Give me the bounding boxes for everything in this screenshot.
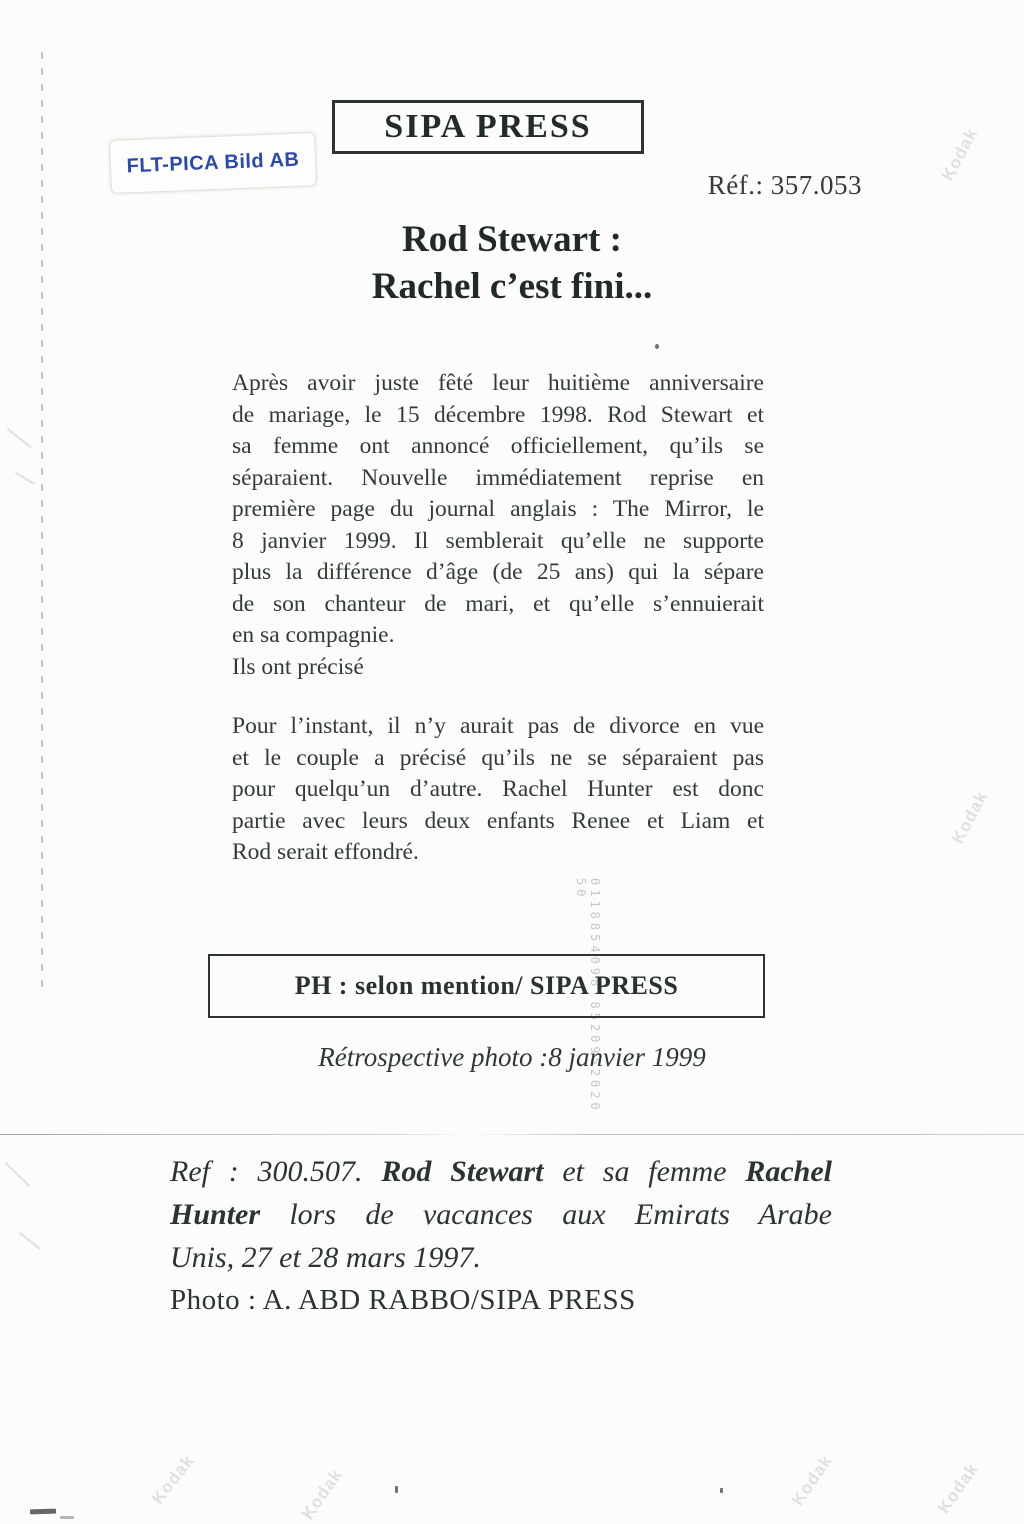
- body-paragraph-1: [232, 368, 764, 683]
- photo-paper-backprint-digits: 0118854098 8520952020 50: [574, 878, 602, 1114]
- caption-line: [170, 1150, 832, 1193]
- photo-credit-box: [208, 954, 765, 1018]
- pencil-mark: [15, 472, 35, 485]
- body-line: 8 janvier 1999. Il semblerait qu’elle ne supporte: [232, 527, 764, 554]
- caption-bold-segment: Rod Stewart: [381, 1155, 544, 1188]
- kodak-paper-watermark: Kodak: [148, 1451, 199, 1508]
- article-title: [112, 216, 912, 310]
- body-line: Après avoir juste fêté leur huitième anniversaire: [232, 370, 764, 396]
- kodak-paper-watermark: Kodak: [938, 124, 982, 184]
- body-line: de son chanteur de mari, et qu’elle s’ennuierait: [232, 590, 764, 617]
- body-line: première page du journal anglais : The Mirror, le: [232, 496, 764, 522]
- caption-block: [170, 1150, 832, 1322]
- retrospective-note: Rétrospective photo :8 janvier 1999: [318, 1042, 706, 1072]
- pencil-mark: [19, 1232, 41, 1250]
- pencil-mark: [5, 1162, 31, 1187]
- caption-segment: Ref : 300.507.: [170, 1155, 382, 1188]
- caption-segment: et sa femme: [543, 1155, 746, 1188]
- caption-line: [170, 1236, 832, 1279]
- body-line: séparaient. Nouvelle immédiatement reprise en: [232, 464, 764, 491]
- body-line: en sa compagnie.: [232, 622, 395, 648]
- scan-edge-dashed-line: [41, 52, 43, 992]
- ink-speck: [395, 1486, 398, 1493]
- archive-stamp-sticker: [109, 132, 317, 194]
- body-line: Ils ont précisé: [232, 653, 364, 680]
- caption-line: [170, 1193, 832, 1236]
- agency-name: SIPA PRESS: [384, 108, 592, 145]
- kodak-paper-watermark: Kodak: [788, 1451, 837, 1509]
- photo-credit-box-label: PH : selon mention/ SIPA PRESS: [294, 971, 679, 1000]
- body-line: partie avec leurs deux enfants Renee et Liam et: [232, 807, 764, 834]
- caption-bold-segment: Hunter: [170, 1198, 261, 1231]
- body-line: Rod serait effondré.: [232, 839, 419, 865]
- body-line: sa femme ont annoncé officiellement, qu’ils se: [232, 433, 764, 459]
- photographer-credit: Photo : A. ABD RABBO/SIPA PRESS: [170, 1284, 636, 1316]
- caption-rich-lines: [170, 1150, 832, 1279]
- body-line: de mariage, le 15 décembre 1998. Rod Stewart et: [232, 401, 764, 428]
- agency-name-box: [332, 100, 644, 154]
- ink-mark: [60, 1516, 74, 1519]
- kodak-paper-watermark: Kodak: [948, 787, 992, 847]
- caption-segment: Unis, 27 et 28 mars 1997.: [170, 1241, 481, 1274]
- ink-mark: [30, 1509, 56, 1515]
- article-title-line-2: Rachel c’est fini...: [371, 266, 653, 307]
- ink-speck: [655, 344, 659, 349]
- article-title-line-1: Rod Stewart :: [402, 219, 622, 260]
- kodak-paper-watermark: Kodak: [298, 1465, 347, 1523]
- ink-speck: [720, 1488, 723, 1493]
- caption-bold-segment: Rachel: [745, 1155, 833, 1188]
- kodak-paper-watermark: Kodak: [934, 1459, 983, 1517]
- body-line: et le couple a précisé qu’ils ne se séparaient pas: [232, 744, 764, 771]
- fold-line: [0, 1134, 1024, 1135]
- body-line: Pour l’instant, il n’y aurait pas de divorce en vue: [232, 713, 764, 739]
- pencil-mark: [7, 428, 32, 448]
- archive-stamp-label: FLT-PICA Bild AB: [126, 148, 300, 177]
- body-line: plus la différence d’âge (de 25 ans) qui la sépare: [232, 559, 764, 585]
- body-line: pour quelqu’un d’autre. Rachel Hunter est donc: [232, 776, 764, 802]
- caption-segment: lors de vacances aux Emirats Arabe: [260, 1198, 832, 1231]
- body-paragraph-2: [232, 711, 764, 869]
- reference-number: Réf.: 357.053: [707, 170, 862, 200]
